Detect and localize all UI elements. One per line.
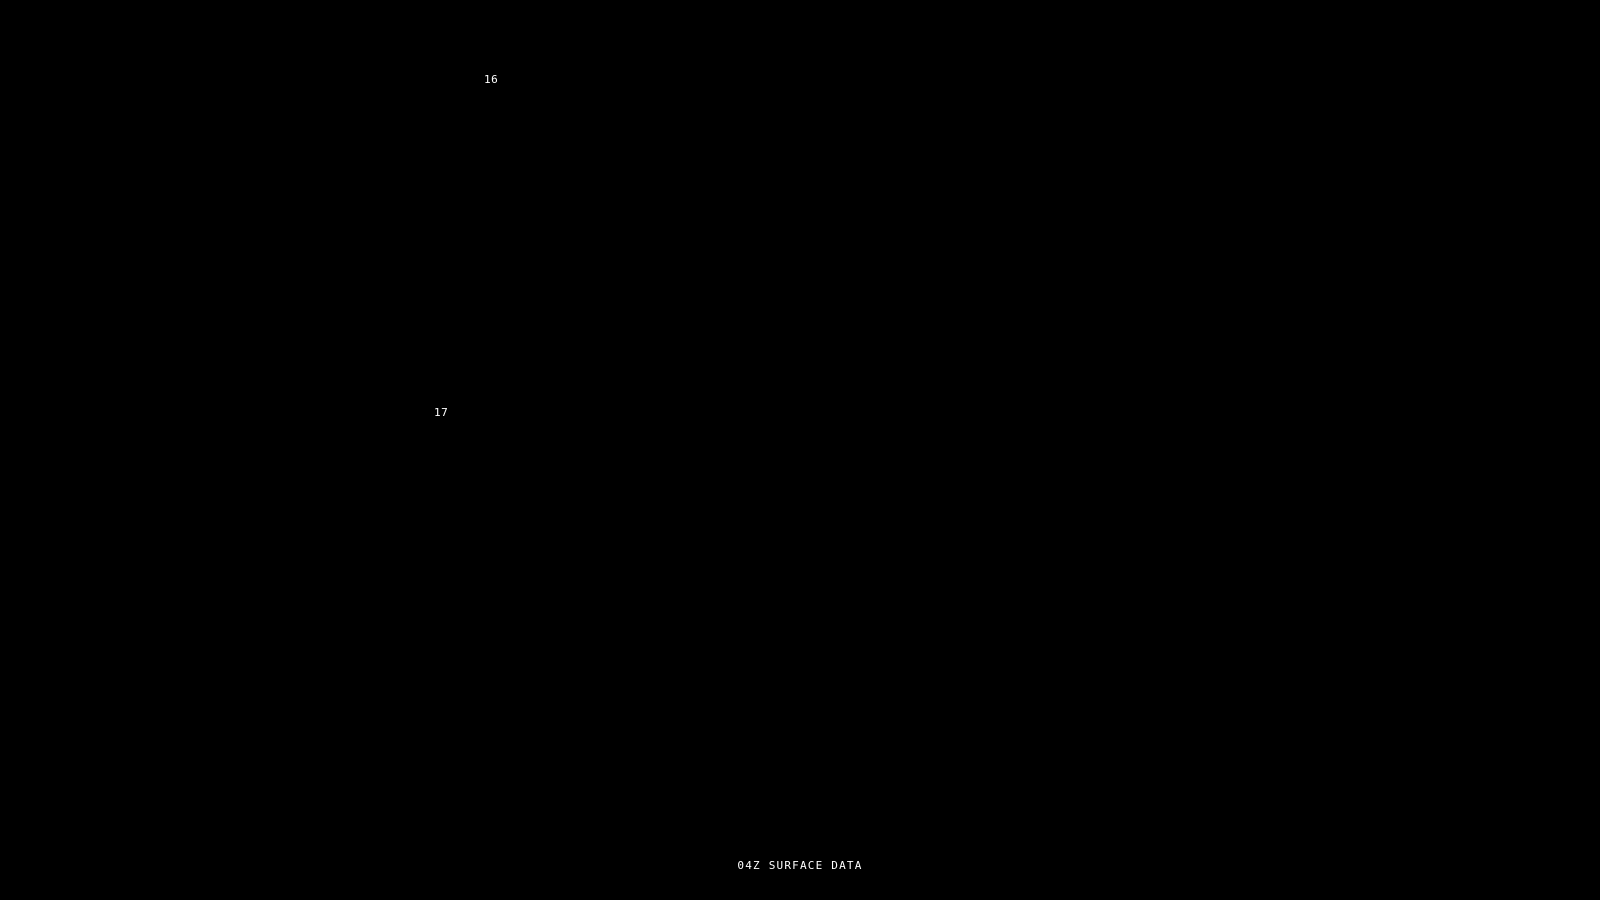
station-plot-17: 17 [434, 406, 449, 419]
station-plot-16: 16 [484, 73, 499, 86]
map-caption: 04Z SURFACE DATA [737, 859, 863, 872]
